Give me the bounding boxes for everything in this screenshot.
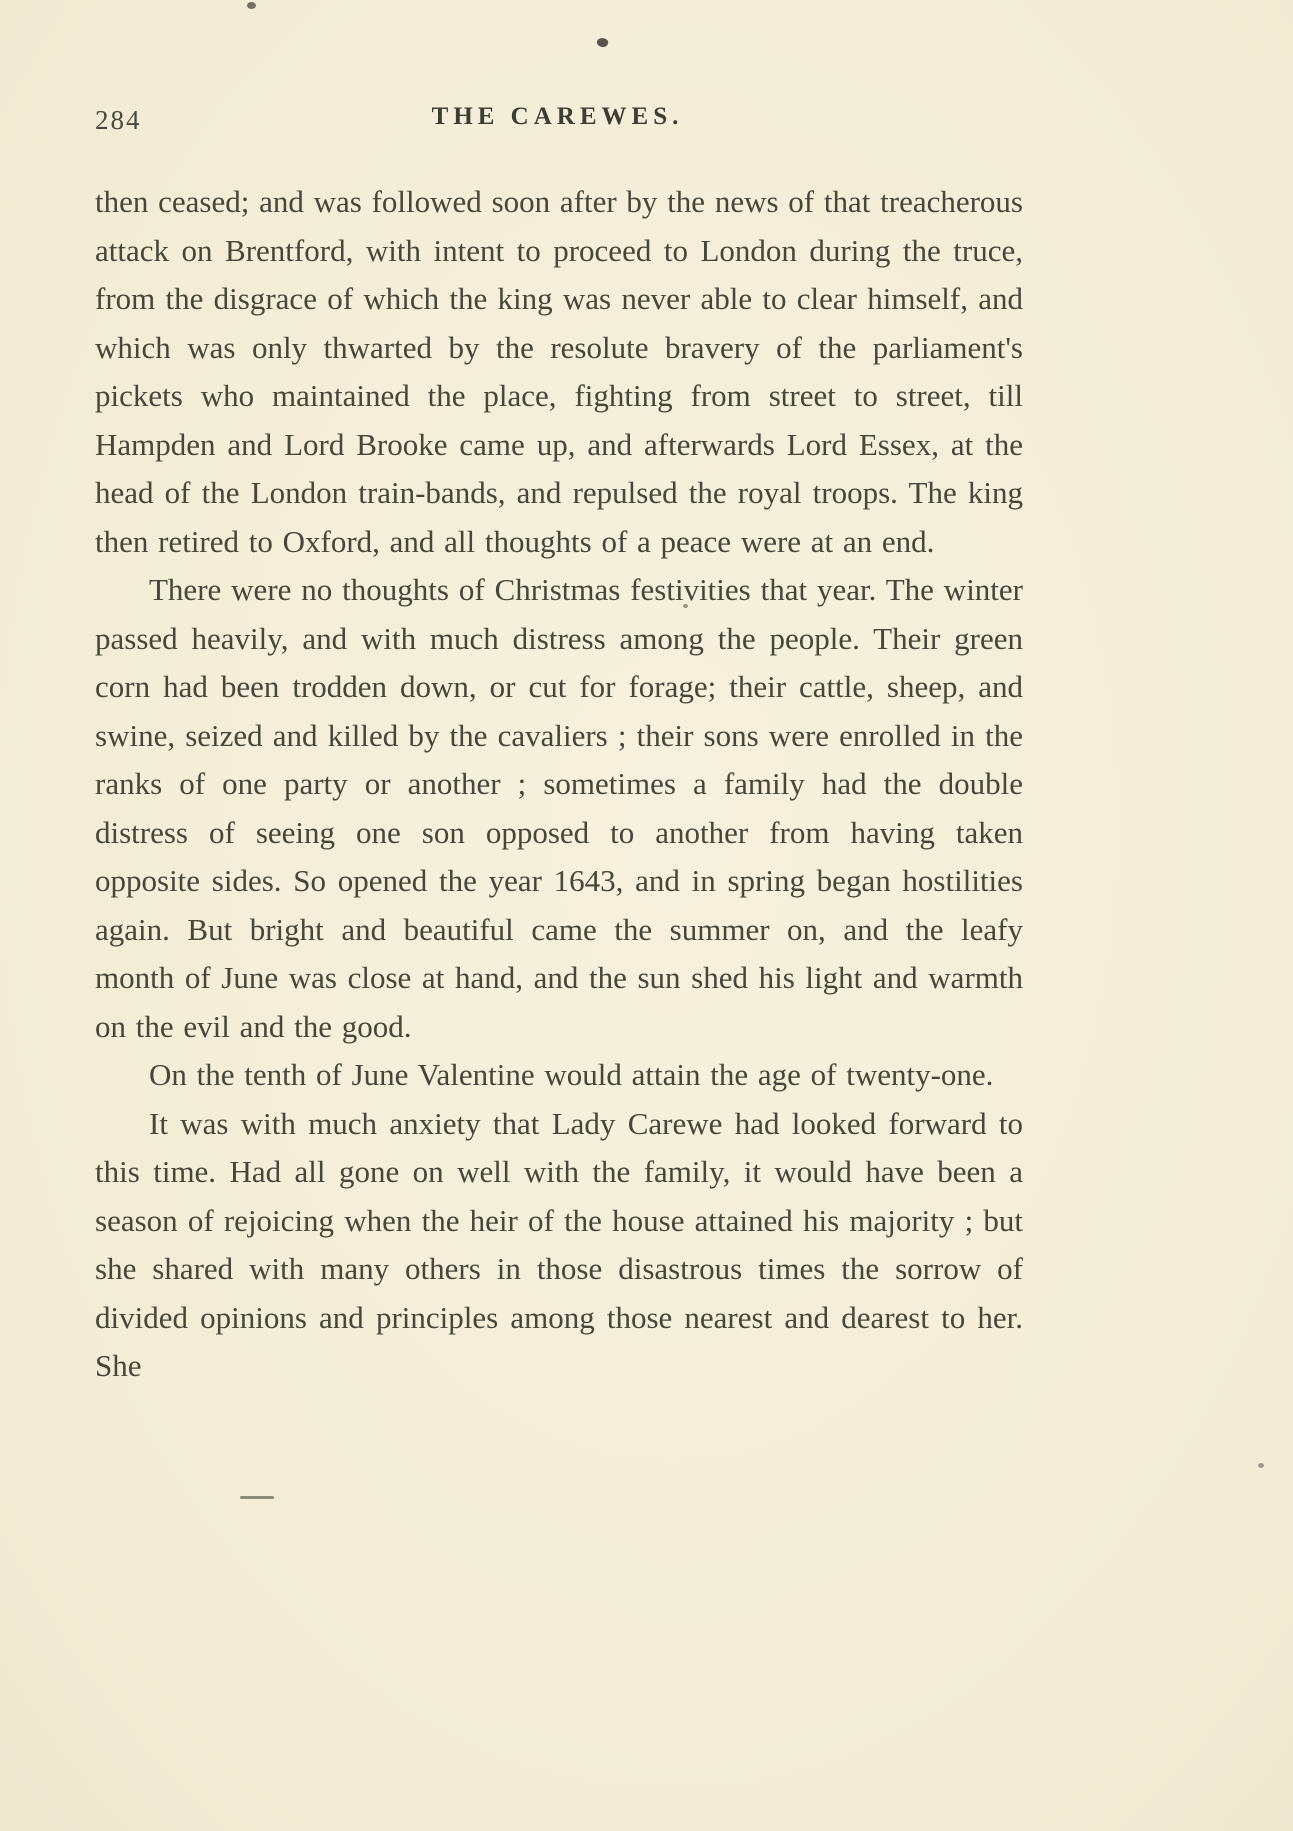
body-paragraph: On the tenth of June Valentine would attain the age of twenty-one. — [149, 1057, 994, 1092]
scan-artifact — [240, 1496, 274, 1499]
page-number: 284 — [95, 105, 142, 135]
scan-artifact — [247, 2, 256, 9]
body-text — [95, 178, 1023, 1391]
body-paragraph: There were no thoughts of Christmas festivities that year. The winter passed heavily, and with much distress among the people. Their green corn had been trodden down, or cut for forage; their cattle, sheep, and swine, seized and killed by the cavaliers ; their sons were enrolled in the ranks of one party or another ; sometimes a family had the double distress of seeing one son opposed to another from having taken opposite sides. So opened the year 1643, and in spring began hostilities again. But bright and beautiful came the summer on, and the leafy month of June was close at hand, and the sun shed his light and warmth on the evil and the good. — [95, 572, 1023, 1044]
scan-artifact — [596, 36, 609, 48]
body-paragraph: then ceased; and was followed soon after by the news of that treacherous attack on Brentford, with intent to proceed to London during the truce, from the disgrace of which the king was never able to clear himself, and which was only thwarted by the resolute bravery of the parliament's pickets who maintained the place, fighting from street to street, till Hampden and Lord Brooke came up, and afterwards Lord Essex, at the head of the London train-bands, and repulsed the royal troops. The king then retired to Oxford, and all thoughts of a peace were at an end. — [95, 184, 1023, 559]
page-header — [95, 103, 1020, 139]
scan-artifact — [1258, 1463, 1264, 1468]
body-paragraph: It was with much anxiety that Lady Carewe had looked forward to this time. Had all gone on well with the family, it would have been a season of rejoicing when the heir of the house attained his majority ; but she shared with many others in those disastrous times the sorrow of divided opinions and principles among those nearest and dearest to her. She — [95, 1105, 1023, 1383]
running-title: THE CAREWES. — [431, 103, 684, 130]
